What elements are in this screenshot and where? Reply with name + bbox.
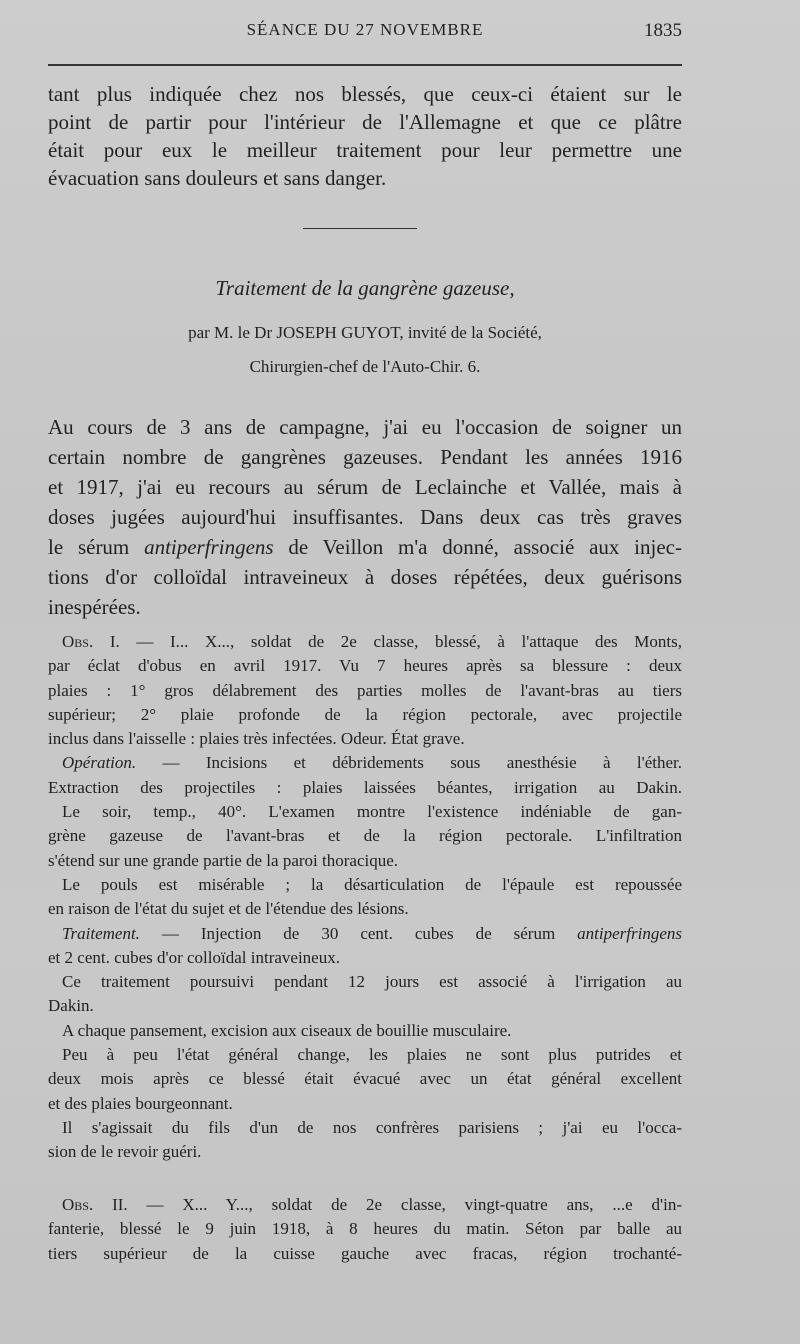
- text-line: s'étend sur une grande partie de la paroi thoracique.: [48, 850, 399, 870]
- section-divider: [303, 228, 417, 229]
- text-segment: Ce traitement poursuivi pendant 12 jours est associé à l'irrigation au: [62, 972, 682, 992]
- text-line: et 1917, j'ai eu recours au sérum de Leclainche et Vallée, mais à: [48, 475, 682, 499]
- italic-term: antiperfringens: [577, 923, 682, 943]
- text-line: [48, 970, 682, 994]
- text-line: Au cours de 3 ans de campagne, j'ai eu l'occasion de soigner un: [48, 415, 682, 439]
- observation-2: [48, 1193, 682, 1266]
- text-line: et des plaies bourgeonnant.: [48, 1093, 233, 1113]
- text-line: certain nombre de gangrènes gazeuses. Pendant les années 1916: [48, 445, 682, 469]
- running-head: SÉANCE DU 27 NOVEMBRE: [246, 20, 484, 39]
- text-line: en raison de l'état du sujet et de l'étendue des lésions.: [48, 899, 409, 919]
- text-line: deux mois après ce blessé était évacué avec un état général excellent: [48, 1069, 682, 1089]
- text-line: inclus dans l'aisselle : plaies très infectées. Odeur. État grave.: [48, 729, 465, 749]
- text-line: évacuation sans douleurs et sans danger.: [48, 166, 387, 190]
- italic-term: antiperfringens: [144, 535, 274, 559]
- header-rule: [48, 64, 682, 66]
- text-line: tions d'or colloïdal intraveineux à doses répétées, deux guérisons: [48, 565, 682, 589]
- text-segment: Le soir, temp., 40°. L'examen montre l'existence indéniable de gan-: [62, 802, 682, 822]
- text-line: [48, 751, 682, 775]
- text-line: et 2 cent. cubes d'or colloïdal intraveineux.: [48, 947, 340, 967]
- text-segment: de Veillon m'a donné, associé aux injec-: [273, 535, 682, 559]
- text-line: sion de le revoir guéri.: [48, 1142, 202, 1162]
- article-title: Traitement de la gangrène gazeuse,: [215, 276, 515, 300]
- text-segment: A chaque pansement, excision aux ciseaux de bouillie musculaire.: [62, 1020, 512, 1040]
- text-segment: — X... Y..., soldat de 2e classe, vingt-quatre ans, ...e d'in-: [127, 1195, 682, 1214]
- text-line: plaies : 1° gros délabrement des parties molles de l'avant-bras au tiers: [48, 680, 682, 700]
- text-line: doses jugées aujourd'hui insuffisantes. Dans deux cas très graves: [48, 505, 682, 529]
- page-header: [48, 20, 682, 46]
- italic-term: Opération.: [62, 753, 137, 773]
- text-line: [48, 532, 682, 562]
- text-segment: — Incisions et débridements sous anesthésie à l'éther.: [136, 753, 682, 773]
- observation-1: [48, 630, 682, 1165]
- text-line: point de partir pour l'intérieur de l'Allemagne et que ce plâtre: [48, 110, 682, 134]
- text-segment: Peu à peu l'état général change, les plaies ne sont plus putrides et: [62, 1045, 682, 1065]
- text-line: fanterie, blessé le 9 juin 1918, à 8 heures du matin. Séton par balle au: [48, 1219, 682, 1239]
- text-line: tant plus indiquée chez nos blessés, que ceux-ci étaient sur le: [48, 82, 682, 106]
- text-line: [48, 630, 682, 654]
- text-line: [48, 800, 682, 824]
- text-line: par éclat d'obus en avril 1917. Vu 7 heures après sa blessure : deux: [48, 656, 682, 676]
- continued-paragraph: [48, 80, 682, 192]
- text-line: inespérées.: [48, 595, 141, 619]
- text-line: était pour eux le meilleur traitement pour leur permettre une: [48, 138, 682, 162]
- intro-paragraph: [48, 412, 682, 622]
- text-segment: — Injection de 30 cent. cubes de sérum: [139, 923, 578, 943]
- text-line: [48, 922, 682, 946]
- text-line: [48, 1043, 682, 1067]
- text-segment: — I... X..., soldat de 2e classe, blessé, à l'attaque des Monts,: [119, 632, 682, 651]
- page-number: 1835: [644, 20, 682, 41]
- text-line: [48, 1019, 682, 1043]
- text-line: grène gazeuse de l'avant-bras et de la région pectorale. L'infiltration: [48, 826, 682, 846]
- text-segment: le sérum: [48, 535, 145, 559]
- text-segment: Il s'agissait du fils d'un de nos confrères parisiens ; j'ai eu l'occa-: [62, 1117, 682, 1137]
- italic-term: Traitement.: [62, 923, 140, 943]
- obs-label: Obs. I.: [62, 632, 120, 651]
- text-line: [48, 1116, 682, 1140]
- article-byline: par M. le Dr JOSEPH GUYOT, invité de la Société,: [188, 323, 542, 342]
- article-byline: Chirurgien-chef de l'Auto-Chir. 6.: [249, 357, 481, 376]
- text-line: Extraction des projectiles : plaies laissées béantes, irrigation au Dakin.: [48, 777, 682, 797]
- text-line: [48, 873, 682, 897]
- text-line: Dakin.: [48, 996, 94, 1016]
- obs-label: Obs. II.: [62, 1195, 128, 1214]
- text-segment: Le pouls est misérable ; la désarticulation de l'épaule est repoussée: [62, 874, 682, 894]
- text-line: supérieur; 2° plaie profonde de la région pectorale, avec projectile: [48, 704, 682, 724]
- text-line: tiers supérieur de la cuisse gauche avec fracas, région trochanté-: [48, 1243, 682, 1263]
- text-line: [48, 1193, 682, 1217]
